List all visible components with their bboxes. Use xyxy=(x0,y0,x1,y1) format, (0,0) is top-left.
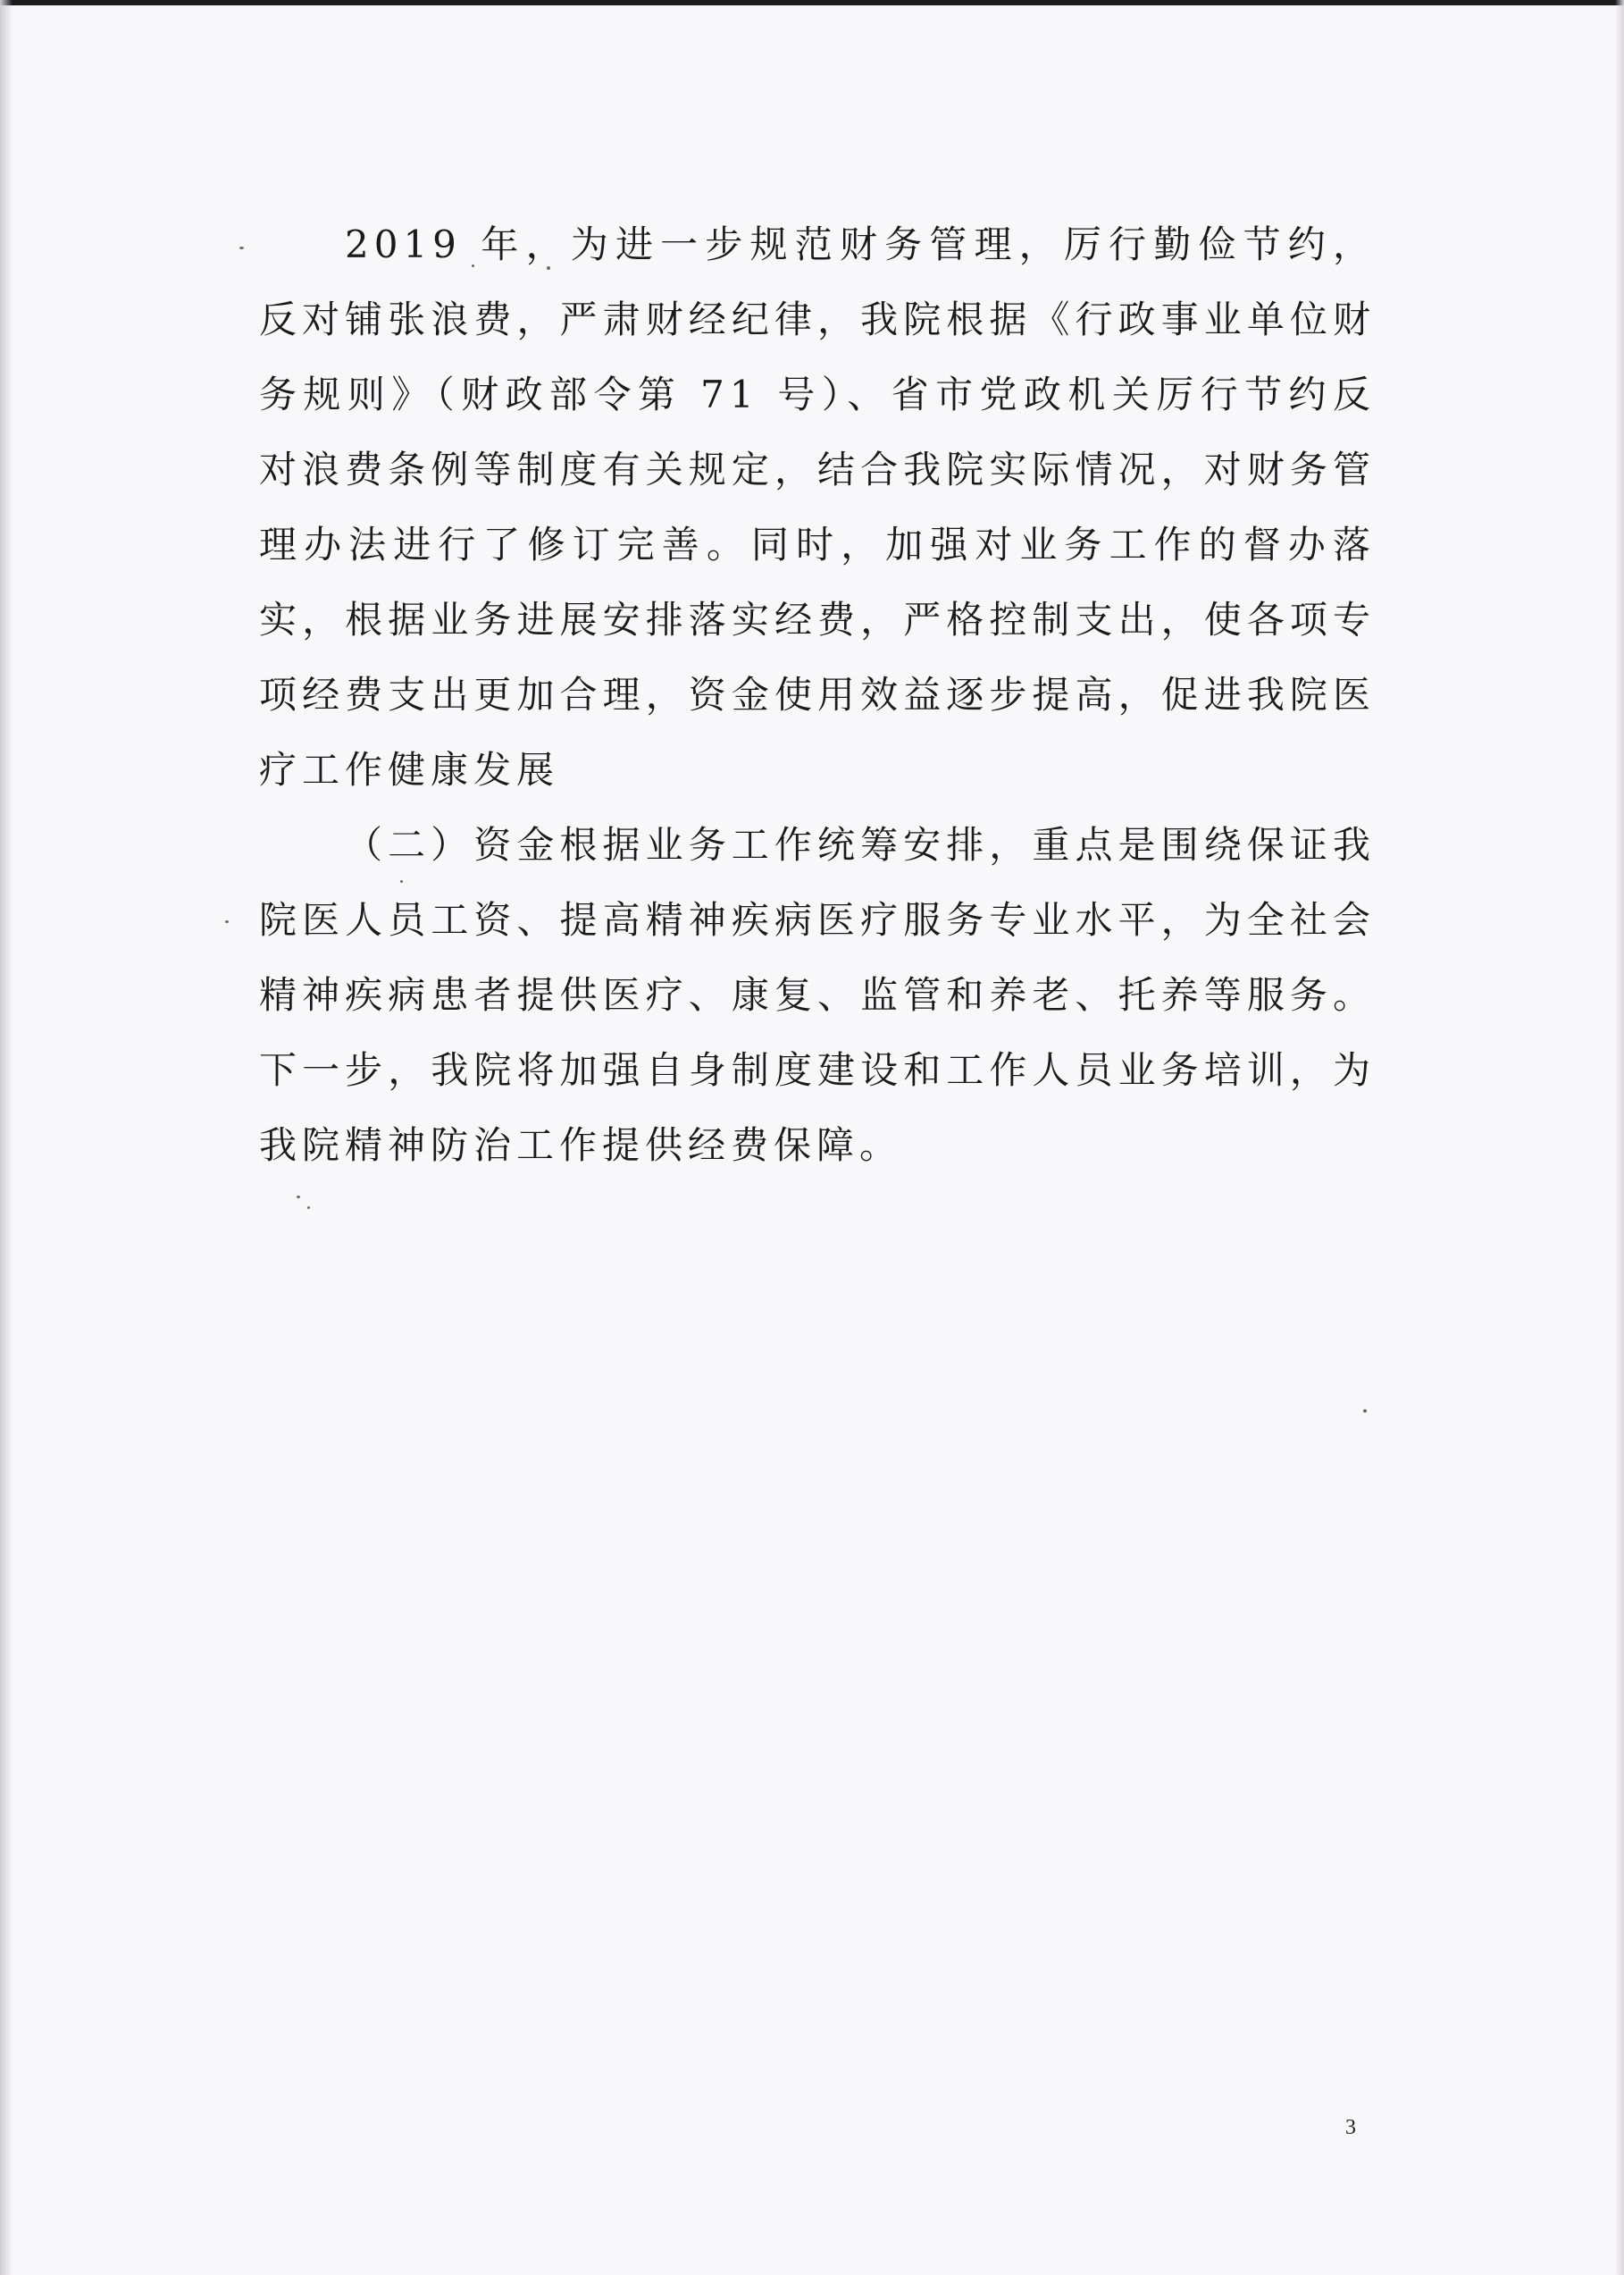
scan-top-edge xyxy=(0,0,1624,5)
paragraph-financial-management: 2019 年，为进一步规范财务管理，厉行勤俭节约，反对铺张浪费，严肃财经纪律，我院根据《行政事业单位财务规则》（财政部令第 71 号）、省市党政机关厉行节约反对浪费条例等制度有关规定，结合我院实际情况，对财务管理办法进行了修订完善。同时，加强对业务工作的督办落实，根据业务进展安排落实经费，严格控制支出，使各项专项经费支出更加合理，资金使用效益逐步提高，促进我院医疗工作健康发展 xyxy=(259,222,1376,792)
scan-speck xyxy=(297,1196,300,1198)
scan-speck xyxy=(225,920,229,923)
page-number: 3 xyxy=(1345,2116,1356,2139)
scan-speck xyxy=(1363,1409,1367,1413)
scan-speck xyxy=(239,247,244,249)
scan-right-shadow xyxy=(1615,0,1624,2275)
scan-left-shadow xyxy=(0,0,13,2275)
paragraph-fund-arrangement: （二）资金根据业务工作统筹安排，重点是围绕保证我院医人员工资、提高精神疾病医疗服务专业水平，为全社会精神疾病患者提供医疗、康复、监管和养老、托养等服务。下一步，我院将加强自身制度建设和工作人员业务培训，为我院精神防治工作提供经费保障。 xyxy=(259,823,1376,1167)
document-body xyxy=(259,207,1376,1183)
scan-speck xyxy=(307,1206,310,1209)
